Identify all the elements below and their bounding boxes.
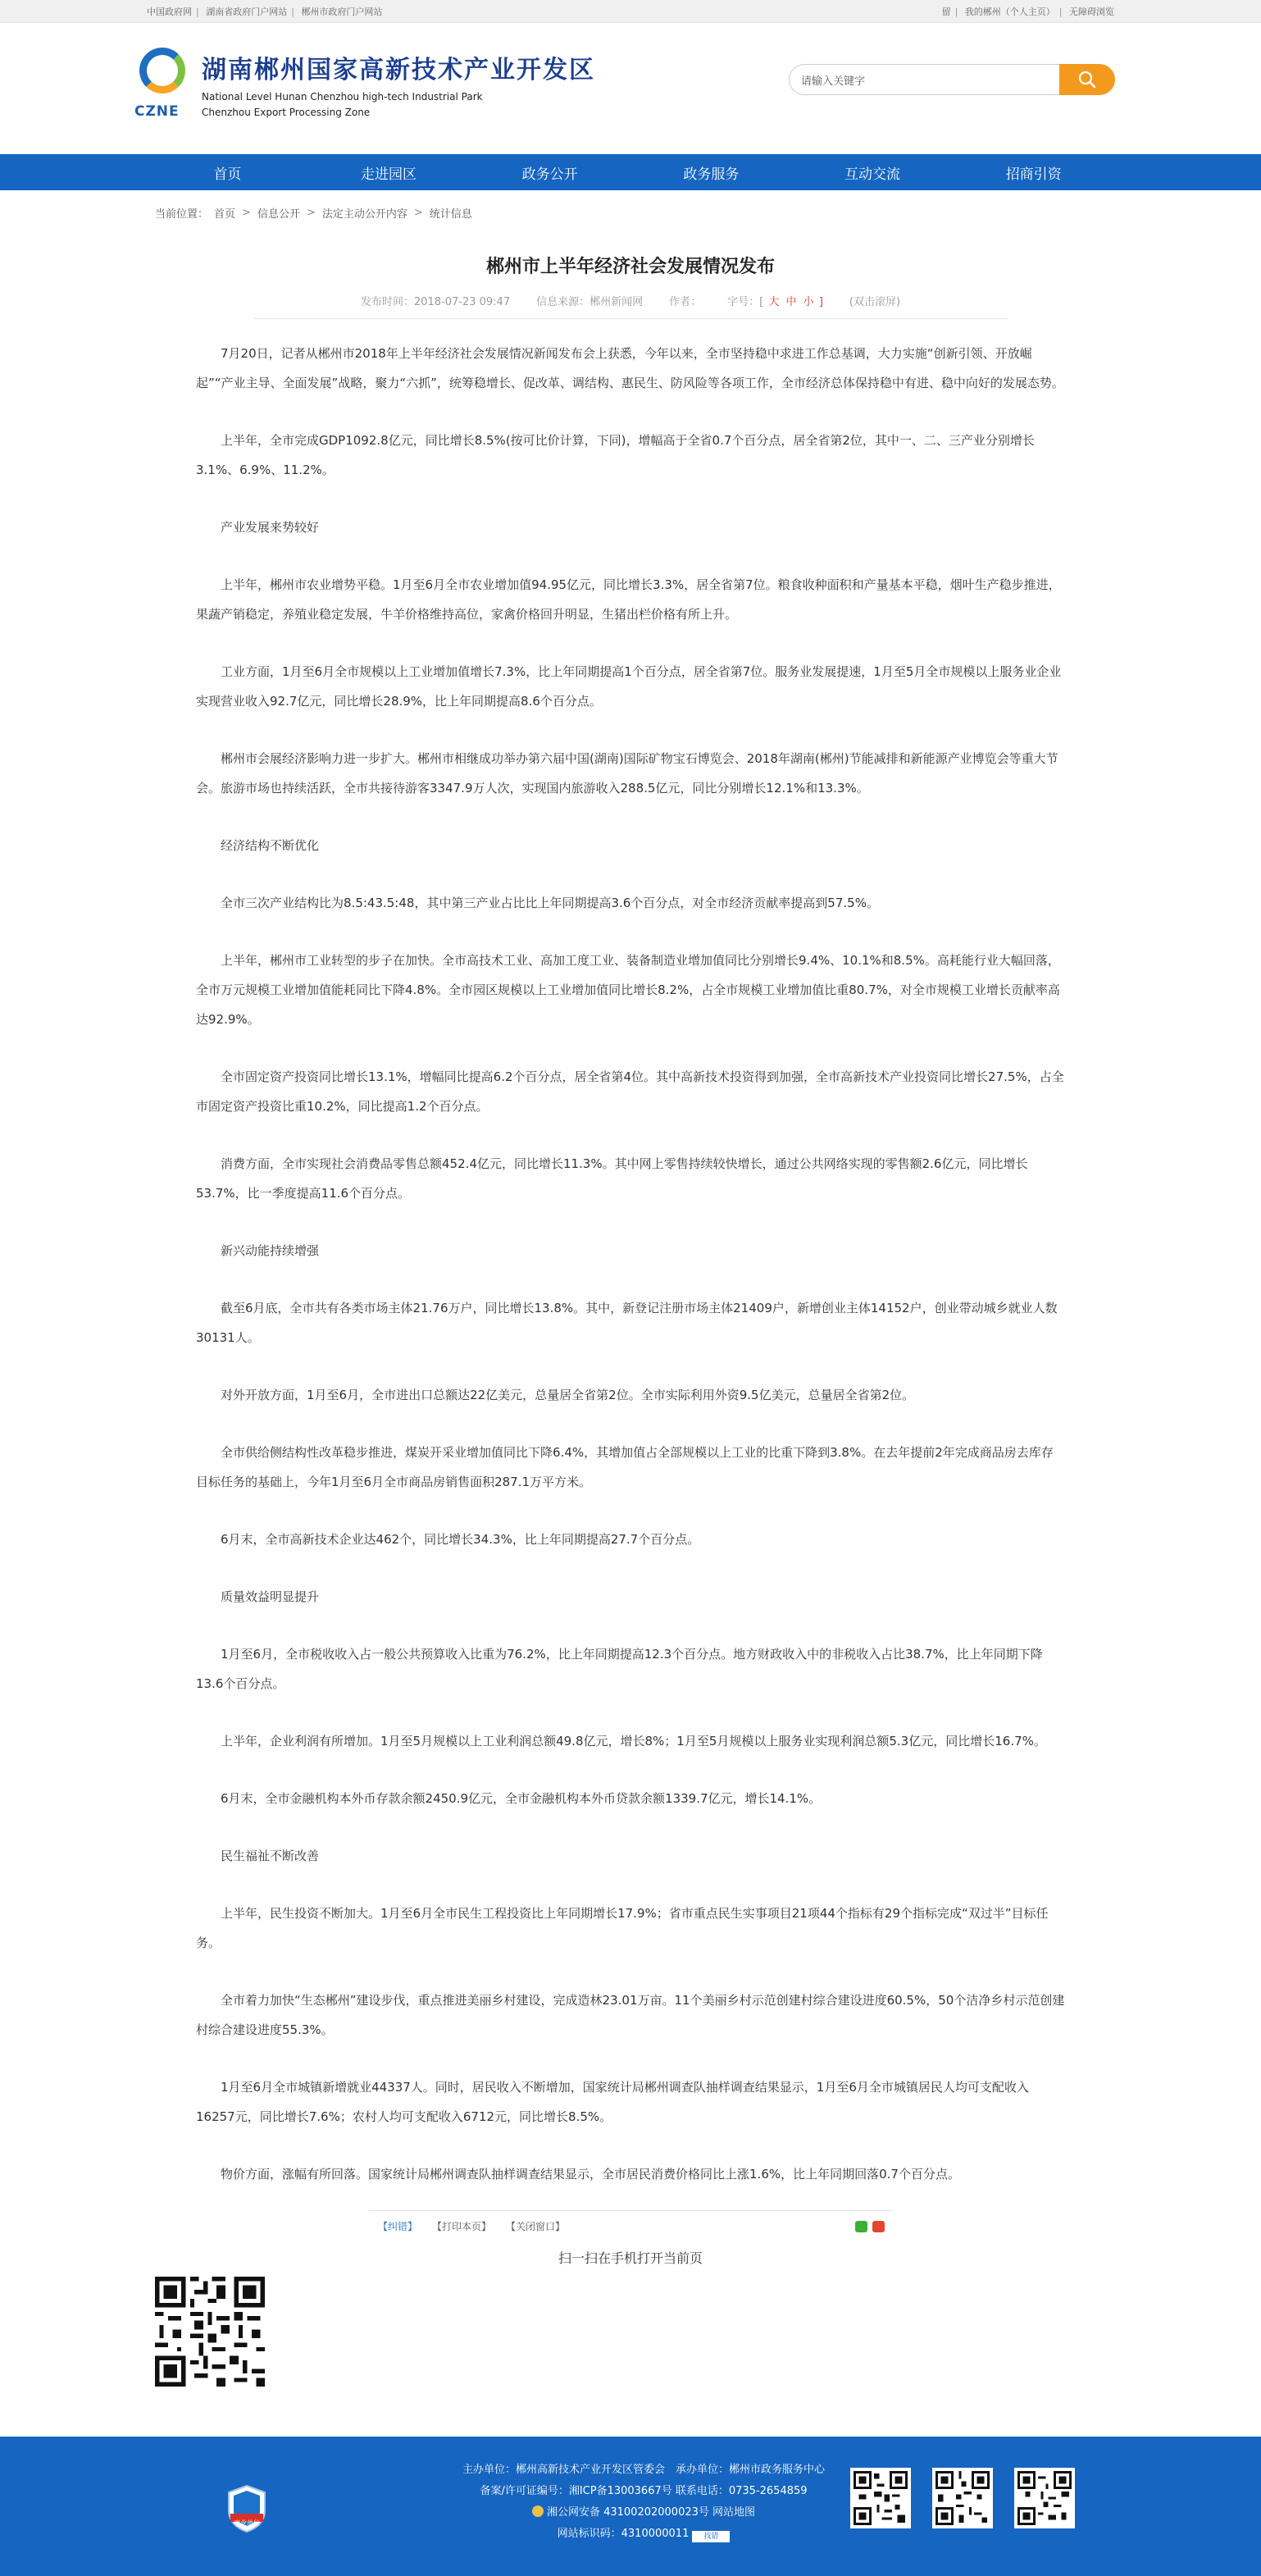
article bbox=[155, 253, 1106, 2390]
paragraph: 7月20日，记者从郴州市2018年上半年经济社会发展情况新闻发布会上获悉，今年以来，全市坚持稳中求进工作总基调，大力实施“创新引领、开放崛起”“产业主导、全面发展”战略，聚力“六抓”，统筹稳增长、促改革、调结构、惠民生、防风险等各项工作，全市经济总体保持稳中有进、稳中向好的发展态势。 bbox=[196, 346, 1064, 390]
top-bar bbox=[0, 0, 1261, 23]
logo-abbr: CZNE bbox=[134, 103, 180, 120]
site-footer bbox=[0, 2437, 1261, 2576]
nav-investment[interactable]: 招商引资 bbox=[1005, 166, 1062, 183]
font-size-small[interactable]: 小 bbox=[803, 296, 814, 308]
qr-code-icon bbox=[850, 2468, 911, 2528]
font-size-mid[interactable]: 中 bbox=[785, 296, 797, 308]
nav-about-park[interactable]: 走进园区 bbox=[361, 166, 417, 183]
scan-caption: 扫一扫在手机打开当前页 bbox=[558, 2250, 703, 2266]
footer-police: 湘公网安备 43100202000023号 网站地图 bbox=[430, 2502, 857, 2524]
site-title-en-2: Chenzhou Export Processing Zone bbox=[202, 107, 371, 118]
link-my-chenzhou[interactable]: 我的郴州（个人主页） bbox=[964, 7, 1055, 17]
paragraph: 1月至6月，全市税收收入占一般公共预算收入比重为76.2%，比上年同期提高12.3个百分点。地方财政收入中的非税收入占比38.7%，比上年同期下降13.6个百分点。 bbox=[196, 1647, 1043, 1691]
article-author: 作者： bbox=[669, 296, 702, 308]
nav-interaction[interactable]: 互动交流 bbox=[844, 166, 901, 183]
section-heading: 新兴动能持续增强 bbox=[221, 1243, 320, 1258]
article-tools bbox=[368, 2210, 893, 2241]
font-size-big[interactable]: 大 bbox=[768, 296, 780, 308]
paragraph: 全市三次产业结构比为8.5:43.5:48，其中第三产业占比比上年同期提高3.6个百分点，对全市经济贡献率提高到57.5%。 bbox=[221, 896, 879, 910]
double-click-scroll[interactable]: (双击滚屏) bbox=[849, 296, 901, 308]
site-title-en-1: National Level Hunan Chenzhou high-tech Industrial Park bbox=[202, 91, 483, 103]
section-heading: 民生福祉不断改善 bbox=[221, 1849, 320, 1863]
paragraph: 上半年，郴州市农业增势平稳。1月至6月全市农业增加值94.95亿元，同比增长3.3%，居全省第7位。粮食收种面积和产量基本平稳，烟叶生产稳步推进，果蔬产销稳定，养殖业稳定发展，牛羊价格维持高位，家禽价格回升明显，生猪出栏价格有所上升。 bbox=[196, 577, 1061, 622]
section-heading: 质量效益明显提升 bbox=[221, 1589, 320, 1604]
paragraph: 6月末，全市高新技术企业达462个，同比增长34.3%，比上年同期提高27.7个百分点。 bbox=[221, 1532, 700, 1547]
paragraph: 上半年，全市完成GDP1092.8亿元，同比增长8.5%(按可比价计算，下同)，增幅高于全省0.7个百分点，居全省第2位，其中一、二、三产业分别增长3.1%、6.9%、11.2%。 bbox=[196, 433, 1035, 477]
paragraph: 工业方面，1月至6月全市规模以上工业增加值增长7.3%，比上年同期提高1个百分点，居全省第7位。服务业发展提速，1月至5月全市规模以上服务业企业实现营业收入92.7亿元，同比增长28.9%，比上年同期提高8.6个百分点。 bbox=[196, 664, 1062, 709]
share-icons bbox=[855, 2221, 885, 2232]
paragraph: 6月末，全市金融机构本外币存款余额2450.9亿元，全市金融机构本外币贷款余额1339.7亿元，增长14.1%。 bbox=[221, 1791, 822, 1806]
article-title: 郴州市上半年经济社会发展情况发布 bbox=[485, 257, 775, 277]
breadcrumb-statistics[interactable]: 统计信息 bbox=[429, 207, 472, 221]
breadcrumb: 当前位置： 首页 > 信息公开 > 法定主动公开内容 > 统计信息 bbox=[155, 206, 472, 221]
search-bar bbox=[789, 64, 1115, 95]
footer-qr-codes bbox=[850, 2468, 1075, 2528]
wechat-icon[interactable] bbox=[855, 2221, 867, 2232]
close-window-button[interactable]: 【关闭窗口】 bbox=[506, 2221, 566, 2232]
link-chenzhou-gov[interactable]: 郴州市政府门户网站 bbox=[301, 7, 383, 17]
paragraph: 对外开放方面，1月至6月，全市进出口总额达22亿美元，总量居全省第2位。全市实际利用外资9.5亿美元，总量居全省第2位。 bbox=[221, 1388, 915, 1402]
find-error-button[interactable]: 找错 bbox=[692, 2531, 730, 2542]
public-institution-badge[interactable] bbox=[225, 2484, 268, 2533]
qr-code-icon bbox=[1014, 2468, 1075, 2528]
paragraph: 全市固定资产投资同比增长13.1%，增幅同比提高6.2个百分点，居全省第4位。其中高新技术投资得到加强，全市高新技术产业投资同比增长27.5%，占全市固定资产投资比重10.2%，同比提高1.2个百分点。 bbox=[196, 1069, 1064, 1114]
nav-home[interactable]: 首页 bbox=[213, 166, 242, 183]
correction-button[interactable]: 【纠错】 bbox=[378, 2221, 418, 2232]
footer-info bbox=[430, 2460, 857, 2545]
article-body bbox=[196, 339, 1065, 2189]
breadcrumb-label: 当前位置： bbox=[155, 207, 209, 221]
breadcrumb-statutory[interactable]: 法定主动公开内容 bbox=[321, 207, 407, 221]
footer-icp: 备案/许可证编号：湘ICP备13003667号 联系电话：0735-2654859 bbox=[480, 2485, 808, 2497]
weibo-icon[interactable] bbox=[872, 2221, 885, 2232]
section-heading: 产业发展来势较好 bbox=[221, 520, 320, 535]
link-china-gov[interactable]: 中国政府网 bbox=[147, 7, 192, 17]
paragraph: 全市着力加快“生态郴州”建设步伐，重点推进美丽乡村建设，完成造林23.01万亩。11个美丽乡村示范创建村综合建设进度60.5%，50个洁净乡村示范创建村综合建设进度55.3%。 bbox=[196, 1993, 1065, 2037]
footer-sponsor: 主办单位：郴州高新技术产业开发区管委会 承办单位：郴州市政务服务中心 bbox=[462, 2464, 825, 2476]
paragraph: 上半年，民生投资不断加大。1月至6月全市民生工程投资比上年同期增长17.9%；省市重点民生实事项目21项44个指标有29个指标完成“双过半”目标任务。 bbox=[196, 1906, 1049, 1950]
police-badge-icon bbox=[532, 2505, 544, 2517]
footer-site-code: 网站标识码：4310000011 找错 bbox=[430, 2524, 857, 2545]
article-source: 信息来源：郴州新闻网 bbox=[536, 296, 644, 308]
link-hunan-gov[interactable]: 湖南省政府门户网站 bbox=[206, 7, 288, 17]
search-input[interactable]: 请输入关键字 bbox=[789, 64, 1059, 95]
main-nav bbox=[0, 154, 1261, 190]
print-button[interactable]: 【打印本页】 bbox=[432, 2221, 492, 2232]
site-logo[interactable] bbox=[134, 46, 595, 121]
site-header bbox=[0, 23, 1261, 154]
paragraph: 物价方面，涨幅有所回落。国家统计局郴州调查队抽样调查结果显示，全市居民消费价格同比上涨1.6%，比上年同期回落0.7个百分点。 bbox=[221, 2167, 960, 2182]
badge-label: 事业单位 bbox=[234, 2519, 260, 2527]
paragraph: 消费方面，全市实现社会消费品零售总额452.4亿元，同比增长11.3%。其中网上零售持续较快增长，通过公共网络实现的零售额2.6亿元，同比增长53.7%，比一季度提高11.6个百分点。 bbox=[196, 1156, 1028, 1201]
search-icon bbox=[1077, 70, 1097, 89]
paragraph: 上半年，企业利润有所增加。1月至5月规模以上工业利润总额49.8亿元，增长8%；1月至5月规模以上服务业实现利润总额5.3亿元，同比增长16.7%。 bbox=[221, 1734, 1046, 1748]
font-size-control: 字号：[ 大 中 小 ] bbox=[727, 296, 823, 308]
search-button[interactable] bbox=[1059, 64, 1115, 95]
publish-time: 发布时间：2018-07-23 09:47 bbox=[360, 296, 511, 308]
gov-links: 中国政府网 | 湖南省政府门户网站 | 郴州市政府门户网站 bbox=[147, 7, 383, 17]
qr-code-icon bbox=[155, 2277, 265, 2387]
site-title: 湖南郴州国家高新技术产业开发区 bbox=[202, 56, 595, 84]
paragraph: 1月至6月全市城镇新增就业44337人。同时，居民收入不断增加，国家统计局郴州调查队抽样调查结果显示，1月至6月全市城镇居民人均可支配收入16257元，同比增长7.6%；农村人均可支配收入6712元，同比增长8.5%。 bbox=[196, 2080, 1029, 2124]
paragraph: 截至6月底，全市共有各类市场主体21.76万户，同比增长13.8%。其中，新登记注册市场主体21409户，新增创业主体14152户，创业带动城乡就业人数30131人。 bbox=[196, 1301, 1058, 1345]
article-meta bbox=[253, 293, 1008, 319]
breadcrumb-info-open[interactable]: 信息公开 bbox=[257, 207, 300, 221]
qr-code-icon bbox=[932, 2468, 993, 2528]
nav-gov-services[interactable]: 政务服务 bbox=[683, 166, 740, 183]
nav-gov-affairs-open[interactable]: 政务公开 bbox=[521, 166, 578, 183]
paragraph: 全市供给侧结构性改革稳步推进，煤炭开采业增加值同比下降6.4%，其增加值占全部规模以上工业的比重下降到3.8%。在去年提前2年完成商品房去库存目标任务的基础上，今年1月至6月全市商品房销售面积287.1万平方米。 bbox=[196, 1445, 1054, 1489]
logo-icon bbox=[134, 46, 189, 120]
link-accessibility[interactable]: 无障碍浏览 bbox=[1069, 7, 1114, 17]
link-message[interactable]: 留 bbox=[941, 7, 951, 17]
user-links: 留 | 我的郴州（个人主页） | 无障碍浏览 bbox=[941, 7, 1114, 17]
paragraph: 上半年，郴州市工业转型的步子在加快。全市高技术工业、高加工度工业、装备制造业增加值同比分别增长9.4%、10.1%和8.5%。高耗能行业大幅回落，全市万元规模工业增加值能耗同比下降4.8%。全市园区规模以上工业增加值同比增长8.2%，占全市规模工业增加值比重80.7%，对全市规模工业增长贡献率高达92.9%。 bbox=[196, 953, 1060, 1027]
breadcrumb-home[interactable]: 首页 bbox=[214, 207, 236, 221]
paragraph: 郴州市会展经济影响力进一步扩大。郴州市相继成功举办第六届中国(湖南)国际矿物宝石博览会、2018年湖南(郴州)节能减排和新能源产业博览会等重大节会。旅游市场也持续活跃，全市共接待游客3347.9万人次，实现国内旅游收入288.5亿元，同比分别增长12.1%和13.3%。 bbox=[196, 751, 1058, 796]
section-heading: 经济结构不断优化 bbox=[221, 838, 320, 853]
